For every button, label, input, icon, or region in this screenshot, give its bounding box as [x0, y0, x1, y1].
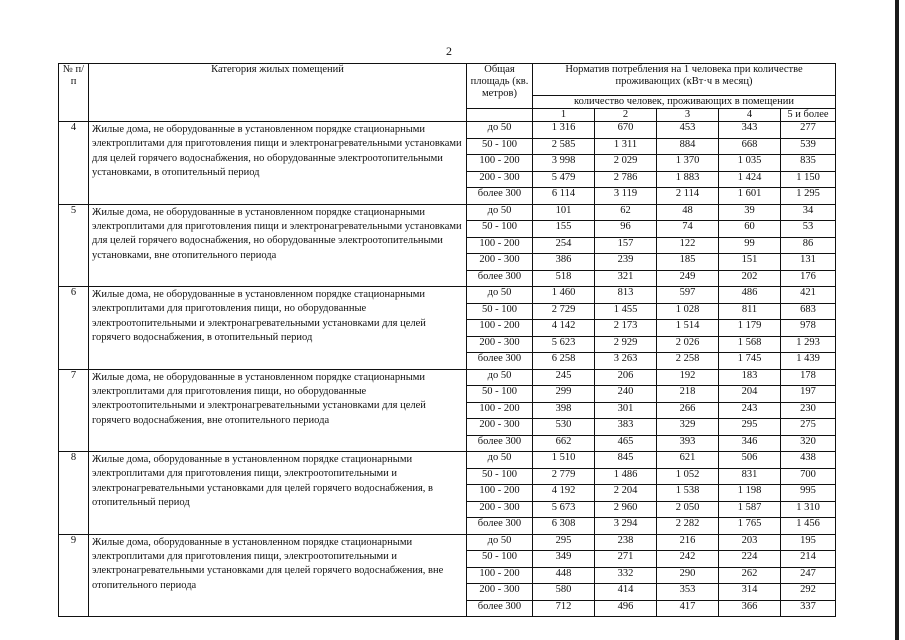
norm-value: 39 — [719, 204, 781, 221]
norm-value: 448 — [533, 567, 595, 584]
row-number: 4 — [59, 122, 89, 205]
category-description: Жилые дома, не оборудованные в установленном порядке стационарными электроплитами для приготовления пищи и электронагревательными установками для целей горячего водоснабжения, но оборудованные электроотопительными установками, вне отопительного периода — [89, 204, 467, 287]
norm-value: 155 — [533, 221, 595, 238]
norm-value: 176 — [781, 270, 836, 287]
norm-value: 240 — [595, 386, 657, 403]
area-range: 200 - 300 — [467, 171, 533, 188]
norm-value: 662 — [533, 435, 595, 452]
norm-value: 254 — [533, 237, 595, 254]
norm-value: 206 — [595, 369, 657, 386]
norm-value: 295 — [533, 534, 595, 551]
norm-value: 60 — [719, 221, 781, 238]
norm-value: 99 — [719, 237, 781, 254]
area-range: 100 - 200 — [467, 320, 533, 337]
norm-value: 2 258 — [657, 353, 719, 370]
norm-value: 321 — [595, 270, 657, 287]
norm-value: 1 568 — [719, 336, 781, 353]
norm-value: 299 — [533, 386, 595, 403]
norm-value: 597 — [657, 287, 719, 304]
area-range: 200 - 300 — [467, 584, 533, 601]
norm-value: 465 — [595, 435, 657, 452]
norm-value: 320 — [781, 435, 836, 452]
norm-value: 197 — [781, 386, 836, 403]
category-description: Жилые дома, не оборудованные в установленном порядке стационарными электроплитами для приготовления пищи и электронагревательными установками для целей горячего водоснабжения, но оборудованные электроотопительными установками, в отопительный период — [89, 122, 467, 205]
norm-value: 262 — [719, 567, 781, 584]
norm-value: 346 — [719, 435, 781, 452]
header-people: количество человек, проживающих в помещении — [533, 96, 836, 109]
header-category: Категория жилых помещений — [89, 64, 467, 122]
norm-value: 1 028 — [657, 303, 719, 320]
area-range: до 50 — [467, 369, 533, 386]
norm-value: 884 — [657, 138, 719, 155]
norm-value: 438 — [781, 452, 836, 469]
norm-value: 506 — [719, 452, 781, 469]
norm-value: 343 — [719, 122, 781, 139]
area-range: 100 - 200 — [467, 237, 533, 254]
norm-value: 183 — [719, 369, 781, 386]
norm-value: 4 142 — [533, 320, 595, 337]
area-range: до 50 — [467, 534, 533, 551]
area-range: 50 - 100 — [467, 221, 533, 238]
table-row — [59, 534, 836, 551]
norm-value: 290 — [657, 567, 719, 584]
norm-value: 539 — [781, 138, 836, 155]
norm-value: 1 587 — [719, 501, 781, 518]
row-number: 9 — [59, 534, 89, 617]
area-range: 100 - 200 — [467, 485, 533, 502]
norm-value: 386 — [533, 254, 595, 271]
header-people-count: 3 — [657, 109, 719, 122]
area-range: до 50 — [467, 122, 533, 139]
norm-value: 2 960 — [595, 501, 657, 518]
category-description: Жилые дома, оборудованные в установленном порядке стационарными электроплитами для приготовления пищи, электроотопительными и электронагревательными установками для целей горячего водоснабжения, в отопительный период — [89, 452, 467, 535]
norm-value: 496 — [595, 600, 657, 617]
norm-value: 1 310 — [781, 501, 836, 518]
norm-value: 1 150 — [781, 171, 836, 188]
header-people-count: 2 — [595, 109, 657, 122]
norm-value: 2 585 — [533, 138, 595, 155]
norm-value: 1 538 — [657, 485, 719, 502]
norm-value: 86 — [781, 237, 836, 254]
norm-value: 1 316 — [533, 122, 595, 139]
table-row — [59, 452, 836, 469]
norm-value: 1 424 — [719, 171, 781, 188]
norm-value: 1 052 — [657, 468, 719, 485]
area-range: 100 - 200 — [467, 402, 533, 419]
category-description: Жилые дома, не оборудованные в установленном порядке стационарными электроплитами для приготовления пищи, но оборудованные электроотопительными и электронагревательными установками для целей горячего водоснабжения, в отопительный период — [89, 287, 467, 370]
norm-value: 151 — [719, 254, 781, 271]
norm-value: 271 — [595, 551, 657, 568]
area-range: более 300 — [467, 600, 533, 617]
norm-value: 1 460 — [533, 287, 595, 304]
norm-value: 668 — [719, 138, 781, 155]
area-range: 50 - 100 — [467, 468, 533, 485]
norm-value: 421 — [781, 287, 836, 304]
norm-value: 203 — [719, 534, 781, 551]
norm-value: 383 — [595, 419, 657, 436]
area-range: более 300 — [467, 518, 533, 535]
norm-value: 453 — [657, 122, 719, 139]
area-range: 50 - 100 — [467, 303, 533, 320]
norm-value: 2 204 — [595, 485, 657, 502]
norm-value: 978 — [781, 320, 836, 337]
norm-value: 2 729 — [533, 303, 595, 320]
norm-value: 48 — [657, 204, 719, 221]
area-range: более 300 — [467, 435, 533, 452]
area-range: более 300 — [467, 353, 533, 370]
norm-value: 239 — [595, 254, 657, 271]
norm-value: 398 — [533, 402, 595, 419]
norm-value: 4 192 — [533, 485, 595, 502]
norm-value: 712 — [533, 600, 595, 617]
norm-value: 518 — [533, 270, 595, 287]
norm-value: 995 — [781, 485, 836, 502]
row-number: 5 — [59, 204, 89, 287]
norm-value: 1 179 — [719, 320, 781, 337]
norm-value: 195 — [781, 534, 836, 551]
area-range: более 300 — [467, 188, 533, 205]
norm-value: 62 — [595, 204, 657, 221]
norm-value: 349 — [533, 551, 595, 568]
norm-value: 353 — [657, 584, 719, 601]
norm-value: 96 — [595, 221, 657, 238]
norm-value: 831 — [719, 468, 781, 485]
norm-value: 2 779 — [533, 468, 595, 485]
norm-value: 2 114 — [657, 188, 719, 205]
area-range: до 50 — [467, 452, 533, 469]
area-range: 50 - 100 — [467, 138, 533, 155]
norm-value: 1 295 — [781, 188, 836, 205]
norm-value: 53 — [781, 221, 836, 238]
norm-value: 292 — [781, 584, 836, 601]
norm-value: 670 — [595, 122, 657, 139]
area-range: 200 - 300 — [467, 336, 533, 353]
area-range: 100 - 200 — [467, 155, 533, 172]
norm-value: 224 — [719, 551, 781, 568]
norm-value: 2 050 — [657, 501, 719, 518]
norm-value: 2 026 — [657, 336, 719, 353]
norm-value: 5 479 — [533, 171, 595, 188]
norm-value: 1 601 — [719, 188, 781, 205]
header-area: Общая площадь (кв. метров) — [467, 64, 533, 109]
norm-value: 1 293 — [781, 336, 836, 353]
area-range: до 50 — [467, 287, 533, 304]
norm-value: 2 282 — [657, 518, 719, 535]
norm-value: 329 — [657, 419, 719, 436]
norm-value: 214 — [781, 551, 836, 568]
area-range: более 300 — [467, 270, 533, 287]
norm-value: 2 786 — [595, 171, 657, 188]
norm-value: 249 — [657, 270, 719, 287]
norm-value: 242 — [657, 551, 719, 568]
header-people-count: 5 и более — [781, 109, 836, 122]
norm-value: 3 263 — [595, 353, 657, 370]
norm-value: 845 — [595, 452, 657, 469]
norm-value: 2 029 — [595, 155, 657, 172]
norm-value: 621 — [657, 452, 719, 469]
table-row — [59, 204, 836, 221]
norm-value: 1 439 — [781, 353, 836, 370]
norm-value: 1 765 — [719, 518, 781, 535]
area-range: 50 - 100 — [467, 551, 533, 568]
norm-value: 3 998 — [533, 155, 595, 172]
area-range: 200 - 300 — [467, 419, 533, 436]
area-range: 100 - 200 — [467, 567, 533, 584]
norm-value: 243 — [719, 402, 781, 419]
header-norm: Норматив потребления на 1 человека при количестве проживающих (кВт·ч в месяц) — [533, 64, 836, 96]
norm-value: 216 — [657, 534, 719, 551]
norm-value: 178 — [781, 369, 836, 386]
norm-value: 1 311 — [595, 138, 657, 155]
norm-value: 337 — [781, 600, 836, 617]
norm-value: 185 — [657, 254, 719, 271]
norm-value: 301 — [595, 402, 657, 419]
norm-value: 131 — [781, 254, 836, 271]
norm-value: 295 — [719, 419, 781, 436]
norm-value: 6 114 — [533, 188, 595, 205]
norm-value: 1 514 — [657, 320, 719, 337]
norm-value: 247 — [781, 567, 836, 584]
norm-value: 157 — [595, 237, 657, 254]
norm-value: 204 — [719, 386, 781, 403]
table-row — [59, 287, 836, 304]
row-number: 7 — [59, 369, 89, 452]
norm-value: 3 119 — [595, 188, 657, 205]
norm-value: 813 — [595, 287, 657, 304]
norm-value: 486 — [719, 287, 781, 304]
norm-value: 1 745 — [719, 353, 781, 370]
area-range: 200 - 300 — [467, 501, 533, 518]
norm-value: 700 — [781, 468, 836, 485]
row-number: 8 — [59, 452, 89, 535]
norm-value: 34 — [781, 204, 836, 221]
norm-value: 811 — [719, 303, 781, 320]
norm-value: 245 — [533, 369, 595, 386]
norm-value: 1 035 — [719, 155, 781, 172]
norm-value: 6 308 — [533, 518, 595, 535]
norm-value: 366 — [719, 600, 781, 617]
norm-value: 530 — [533, 419, 595, 436]
norm-value: 683 — [781, 303, 836, 320]
norm-value: 275 — [781, 419, 836, 436]
header-people-count: 4 — [719, 109, 781, 122]
table-row — [59, 122, 836, 139]
norm-value: 1 456 — [781, 518, 836, 535]
page-edge-line — [895, 0, 899, 640]
norm-value: 2 929 — [595, 336, 657, 353]
norm-value: 417 — [657, 600, 719, 617]
area-range: до 50 — [467, 204, 533, 221]
category-description: Жилые дома, не оборудованные в установленном порядке стационарными электроплитами для приготовления пищи, но оборудованные электроотопительными и электронагревательными установками для целей горячего водоснабжения, вне отопительного периода — [89, 369, 467, 452]
table-row — [59, 369, 836, 386]
norm-value: 1 486 — [595, 468, 657, 485]
norm-value: 835 — [781, 155, 836, 172]
area-range: 200 - 300 — [467, 254, 533, 271]
page-number: 2 — [446, 44, 452, 58]
norm-value: 218 — [657, 386, 719, 403]
header-number: № п/п — [59, 64, 89, 122]
category-description: Жилые дома, оборудованные в установленном порядке стационарными электроплитами для приготовления пищи, электроотопительными и электронагревательными установками для целей горячего водоснабжения, вне отопительного периода — [89, 534, 467, 617]
norm-value: 74 — [657, 221, 719, 238]
consumption-norms-table — [58, 63, 836, 617]
norm-value: 314 — [719, 584, 781, 601]
table-body — [59, 122, 836, 617]
norm-value: 1 455 — [595, 303, 657, 320]
norm-value: 202 — [719, 270, 781, 287]
norm-value: 230 — [781, 402, 836, 419]
norm-value: 266 — [657, 402, 719, 419]
norm-value: 122 — [657, 237, 719, 254]
norm-value: 393 — [657, 435, 719, 452]
norm-value: 101 — [533, 204, 595, 221]
norm-value: 6 258 — [533, 353, 595, 370]
norm-value: 2 173 — [595, 320, 657, 337]
norm-value: 580 — [533, 584, 595, 601]
area-range: 50 - 100 — [467, 386, 533, 403]
row-number: 6 — [59, 287, 89, 370]
norm-value: 238 — [595, 534, 657, 551]
norm-value: 192 — [657, 369, 719, 386]
norm-value: 5 673 — [533, 501, 595, 518]
norm-value: 1 883 — [657, 171, 719, 188]
norm-value: 3 294 — [595, 518, 657, 535]
norm-value: 1 198 — [719, 485, 781, 502]
norm-value: 1 510 — [533, 452, 595, 469]
norm-value: 277 — [781, 122, 836, 139]
norm-value: 332 — [595, 567, 657, 584]
norm-value: 1 370 — [657, 155, 719, 172]
header-people-count: 1 — [533, 109, 595, 122]
norm-value: 414 — [595, 584, 657, 601]
norm-value: 5 623 — [533, 336, 595, 353]
